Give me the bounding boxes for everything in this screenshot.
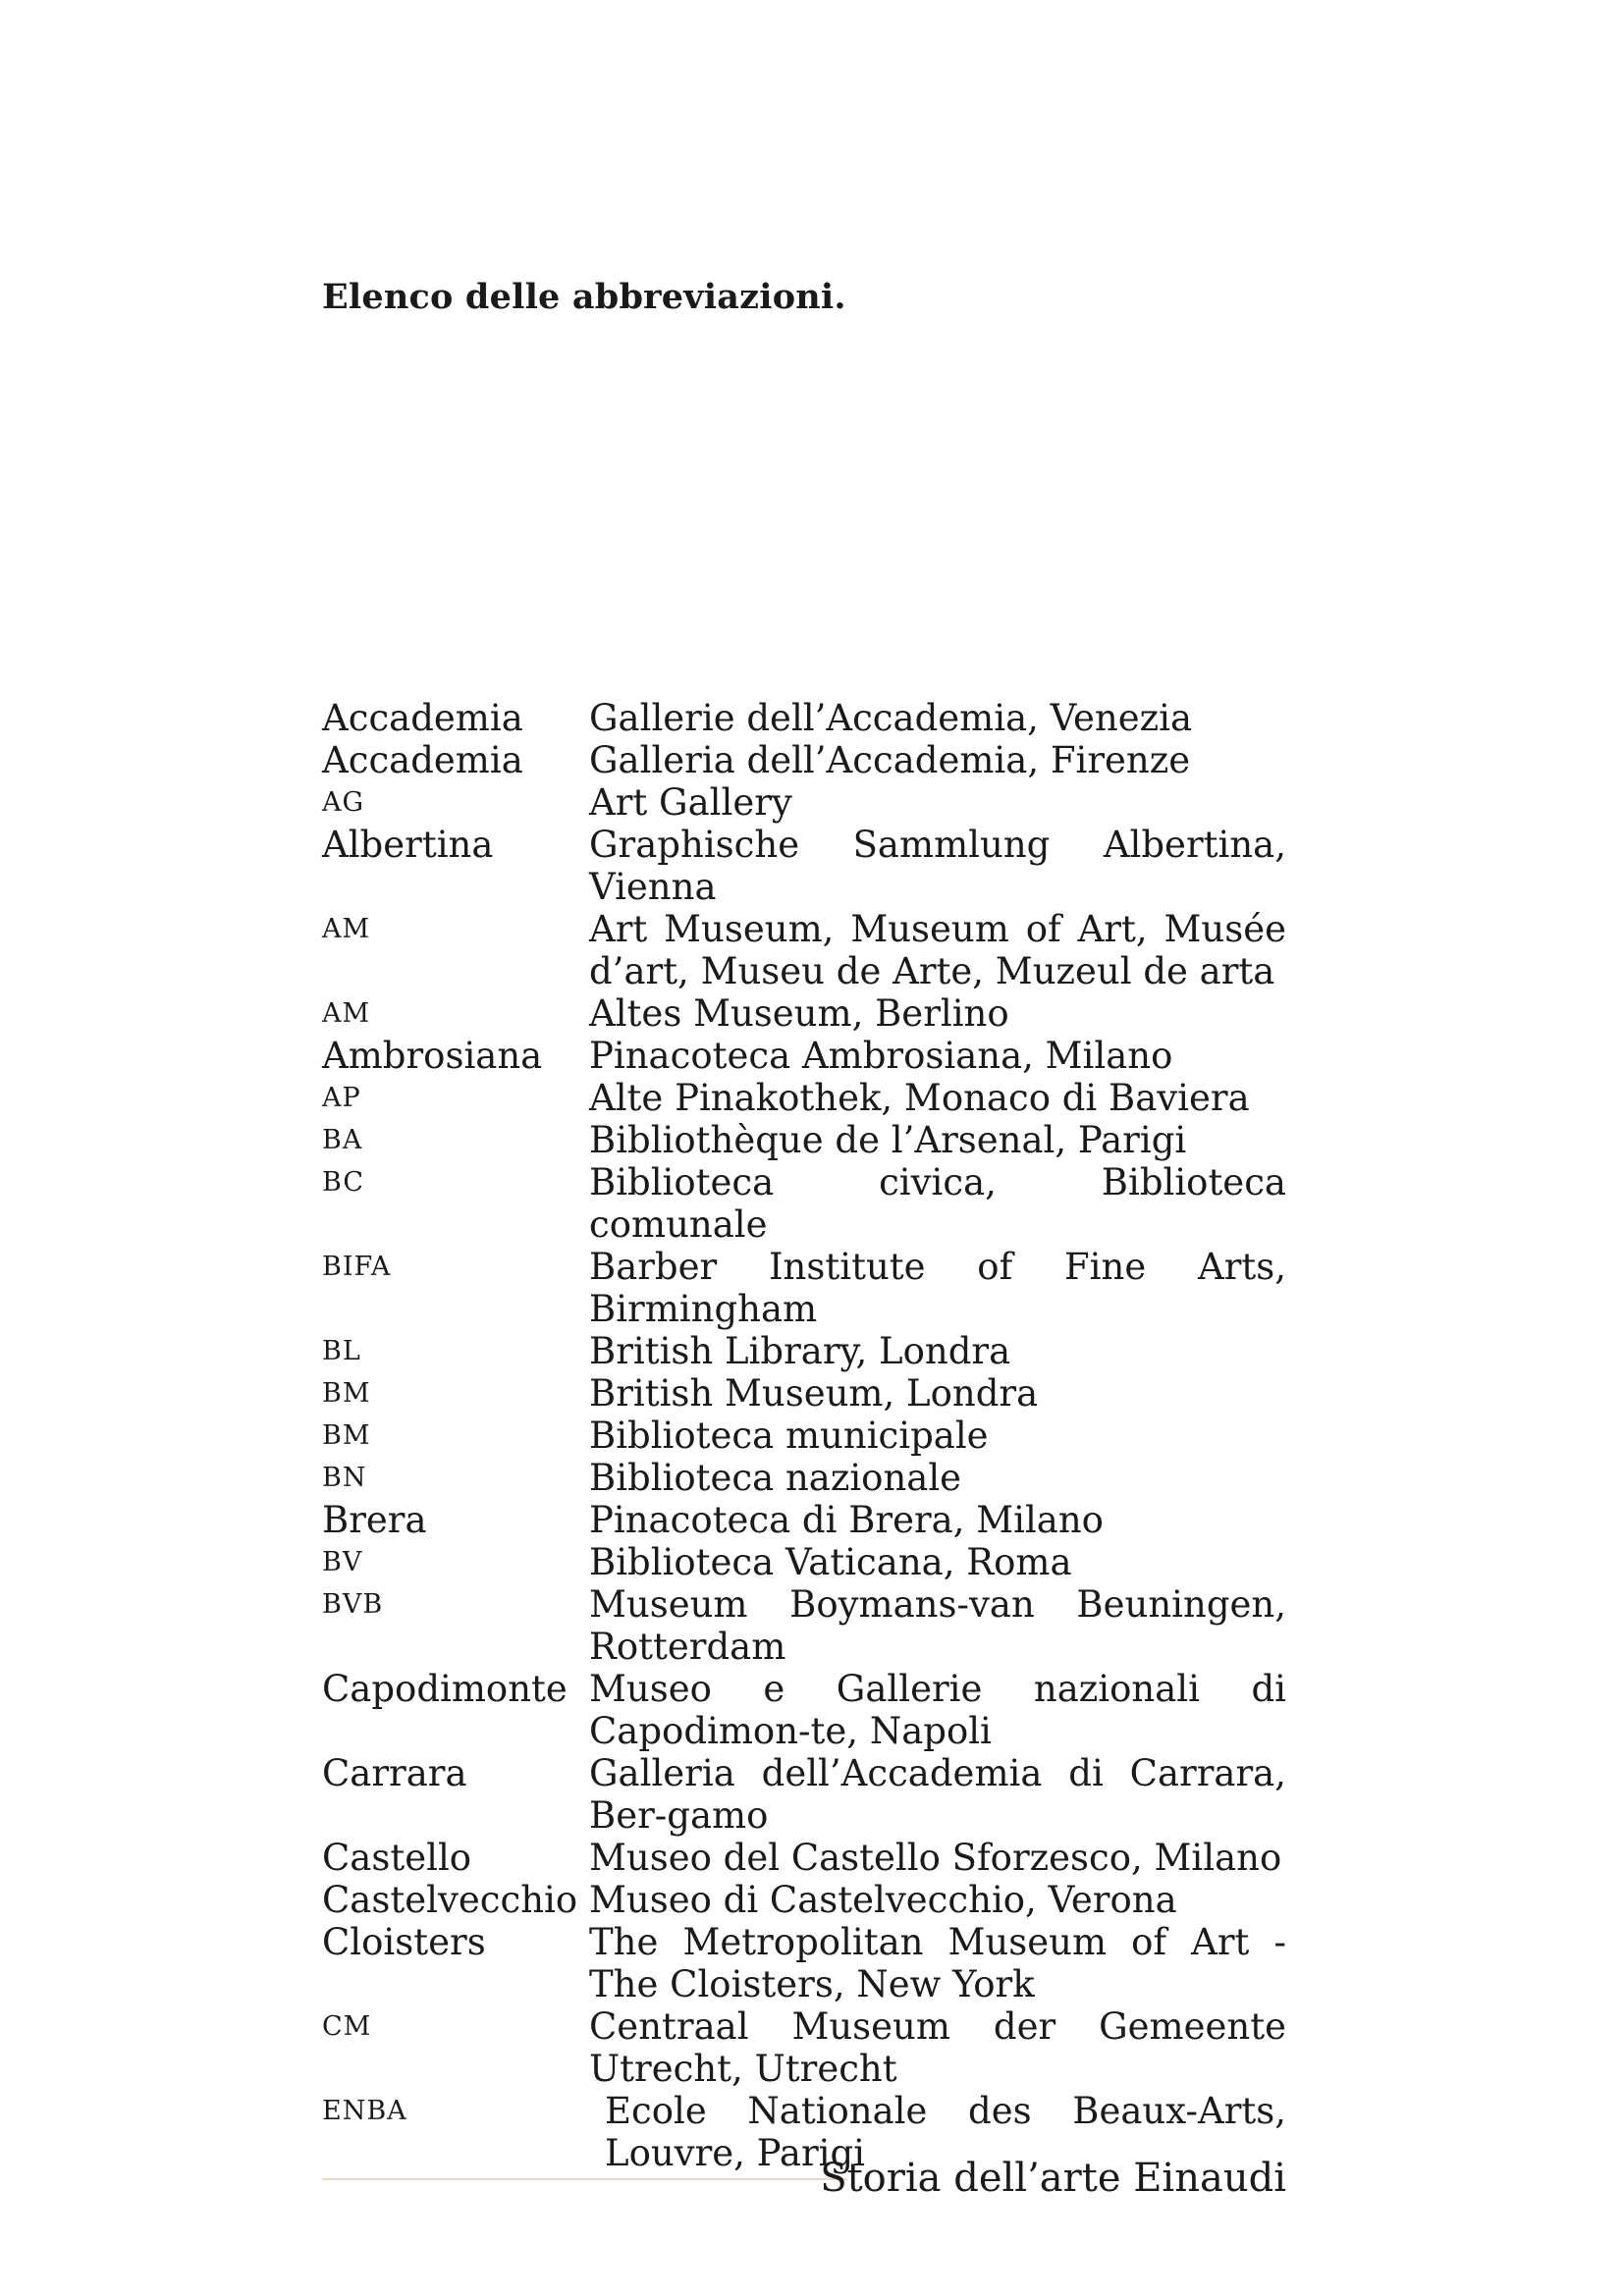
- footer-rule: [322, 2178, 847, 2180]
- abbreviation-entry: [322, 1921, 1286, 2005]
- abbreviation: BL: [322, 1336, 361, 1366]
- abbreviation-entry: [322, 1499, 1286, 1541]
- abbreviation-description: Museum Boymans-van Beuningen, Rotterdam: [589, 1583, 1286, 1668]
- abbreviation-description: The Metropolitan Museum of Art - The Cloisters, New York: [589, 1921, 1286, 2005]
- abbreviation: BM: [322, 1378, 371, 1409]
- abbreviation-description: Barber Institute of Fine Arts, Birmingham: [589, 1246, 1286, 1330]
- abbreviation-description: Alte Pinakothek, Monaco di Baviera: [589, 1077, 1250, 1119]
- page-heading: Elenco delle abbreviazioni.: [322, 277, 846, 317]
- abbreviation-entry: [322, 739, 1286, 781]
- abbreviation-description: Bibliothèque de l’Arsenal, Parigi: [589, 1119, 1187, 1161]
- page-footer: [322, 2154, 1286, 2203]
- abbreviation-entry: [322, 1077, 1286, 1119]
- abbreviation-entry: [322, 781, 1286, 824]
- abbreviation-description: Biblioteca nazionale: [589, 1457, 962, 1499]
- abbreviation-entry: [322, 1457, 1286, 1499]
- abbreviation-entry: [322, 1541, 1286, 1583]
- abbreviation-entry: [322, 1161, 1286, 1246]
- abbreviation-description: Galleria dell’Accademia, Firenze: [589, 739, 1191, 781]
- abbreviation-entry: [322, 1583, 1286, 1668]
- abbreviation-entry: [322, 1119, 1286, 1161]
- abbreviation: Cloisters: [322, 1921, 486, 1963]
- abbreviation: AG: [322, 787, 365, 818]
- abbreviation-description: Museo del Castello Sforzesco, Milano: [589, 1837, 1282, 1879]
- abbreviation: Carrara: [322, 1752, 467, 1794]
- abbreviation-entry: [322, 992, 1286, 1035]
- footer-title: Storia dell’arte Einaudi: [820, 2156, 1286, 2201]
- abbreviation-entry: [322, 1668, 1286, 1752]
- abbreviation-description: Art Museum, Museum of Art, Musée d’art, Museu de Arte, Muzeul de arta: [589, 908, 1286, 992]
- abbreviation-entry: [322, 1330, 1286, 1372]
- abbreviation: BVB: [322, 1589, 384, 1620]
- abbreviation: Ambrosiana: [322, 1035, 543, 1077]
- abbreviation-entry: [322, 1837, 1286, 1879]
- abbreviation-description: Pinacoteca di Brera, Milano: [589, 1499, 1104, 1541]
- abbreviation: Castelvecchio: [322, 1879, 578, 1921]
- abbreviation: Accademia: [322, 739, 523, 781]
- abbreviation: BM: [322, 1420, 371, 1451]
- abbreviation-description: Biblioteca municipale: [589, 1415, 989, 1457]
- abbreviation-entry: [322, 1372, 1286, 1415]
- abbreviation-description: Graphische Sammlung Albertina, Vienna: [589, 824, 1286, 908]
- abbreviation: AM: [322, 914, 371, 944]
- abbreviation-description: British Museum, Londra: [589, 1372, 1039, 1415]
- abbreviation-description: Art Gallery: [589, 781, 792, 824]
- abbreviation-entry: [322, 697, 1286, 739]
- abbreviation: BN: [322, 1463, 367, 1493]
- abbreviation: Castello: [322, 1837, 472, 1879]
- abbreviation-description: British Library, Londra: [589, 1330, 1011, 1372]
- abbreviation-list: [322, 697, 1286, 2174]
- abbreviation: Capodimonte: [322, 1668, 568, 1710]
- abbreviation-description: Museo di Castelvecchio, Verona: [589, 1879, 1177, 1921]
- abbreviation-entry: [322, 1879, 1286, 1921]
- abbreviation: Albertina: [322, 824, 494, 866]
- abbreviation: BA: [322, 1125, 363, 1155]
- abbreviation: Brera: [322, 1499, 427, 1541]
- abbreviation-description: Biblioteca civica, Biblioteca comunale: [589, 1161, 1286, 1246]
- abbreviation: BIFA: [322, 1252, 392, 1282]
- abbreviation-description: Altes Museum, Berlino: [589, 992, 1009, 1035]
- abbreviation-description: Gallerie dell’Accademia, Venezia: [589, 697, 1193, 739]
- abbreviation-description: Pinacoteca Ambrosiana, Milano: [589, 1035, 1173, 1077]
- abbreviation-entry: [322, 2005, 1286, 2090]
- abbreviation: AM: [322, 998, 371, 1029]
- abbreviation-entry: [322, 1035, 1286, 1077]
- abbreviation-description: Museo e Gallerie nazionali di Capodimon-te, Napoli: [589, 1668, 1286, 1752]
- abbreviation: BV: [322, 1547, 363, 1577]
- abbreviation: AP: [322, 1083, 361, 1113]
- abbreviation: Accademia: [322, 697, 523, 739]
- abbreviation: ENBA: [322, 2096, 407, 2126]
- abbreviation-entry: [322, 824, 1286, 908]
- abbreviation-entry: [322, 1415, 1286, 1457]
- abbreviation-description: Biblioteca Vaticana, Roma: [589, 1541, 1072, 1583]
- abbreviation-entry: [322, 1246, 1286, 1330]
- abbreviation-entry: [322, 1752, 1286, 1837]
- abbreviation-description: Centraal Museum der Gemeente Utrecht, Utrecht: [589, 2005, 1286, 2090]
- abbreviation: CM: [322, 2011, 372, 2042]
- abbreviation-description: Ecole Nationale des Beaux-Arts, Louvre, Parigi: [605, 2090, 1286, 2174]
- abbreviation-description: Galleria dell’Accademia di Carrara, Ber-gamo: [589, 1752, 1286, 1837]
- abbreviation-entry: [322, 908, 1286, 992]
- abbreviation: BC: [322, 1167, 365, 1198]
